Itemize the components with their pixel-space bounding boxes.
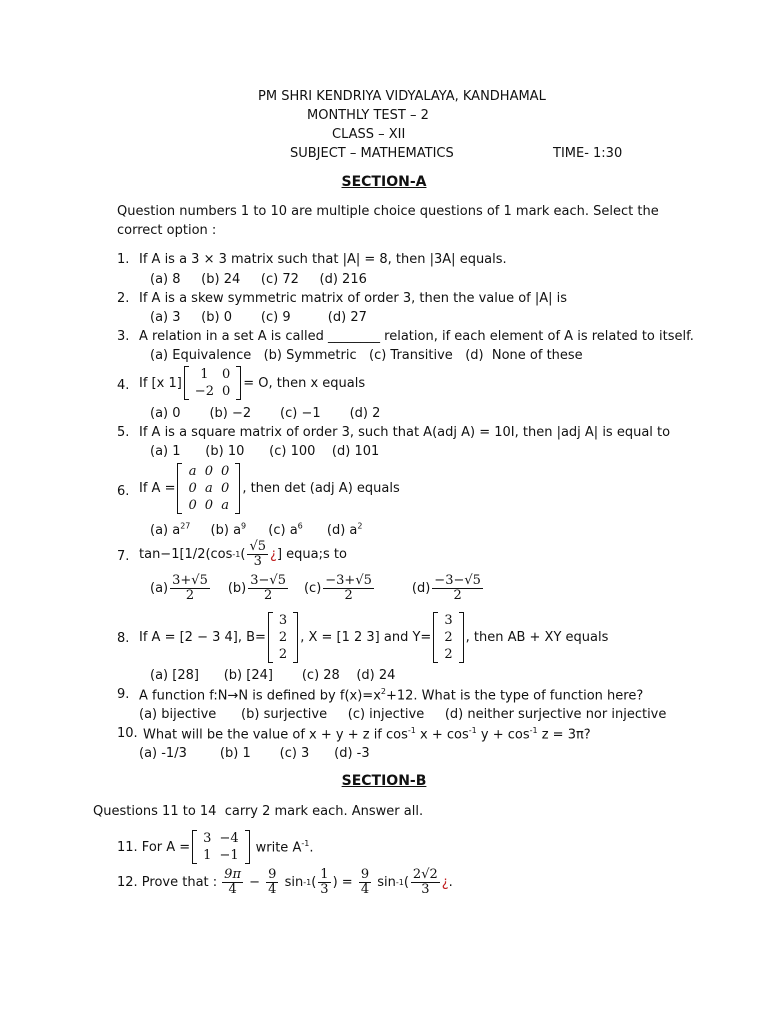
option: (a) $a^{27}$ [150, 522, 191, 539]
question-number: 3. [117, 329, 130, 344]
question-4-options: (a) 0 (b) −2 (c) −1 (d) 2 [150, 406, 381, 421]
question-11-matrix [192, 830, 249, 864]
superscript: -1 [407, 726, 416, 735]
question-3-options: (a) Equivalence (b) Symmetric (c) Transitive (d) None of these [150, 348, 583, 363]
question-5-options: (a) 1 (b) 10 (c) 100 (d) 101 [150, 444, 380, 459]
question-9-text: A function f:N→N is defined by $f(x)=x^2+12$. What is the type of function here? [139, 687, 644, 704]
question-8-options: (a) [28] (b) [24] (c) 28 (d) 24 [150, 668, 396, 683]
fraction: $\frac{√5}{3}$ [249, 539, 267, 569]
question-7-pre: tan−1[1/2(cos [139, 546, 233, 562]
matrix-cell: 0 [188, 481, 197, 496]
question-6-post: , then det (adj A) equals [242, 481, 400, 496]
section-b-instructions: Questions 11 to 14 carry 2 mark each. Answer all. [93, 804, 424, 819]
question-10-text: What will be the value of x + y + z if $\cos^{-1} x + \cos^{-1} y + \cos^{-1} z = 3\pi$? [143, 726, 591, 743]
section-a-instructions-line1: Question numbers 1 to 10 are multiple choice questions of 1 mark each. Select the [117, 204, 659, 219]
superscript: -1 [468, 726, 477, 735]
question-number: 2. [117, 291, 130, 306]
matrix-y [433, 612, 463, 663]
time-label: TIME- 1:30 [553, 146, 623, 161]
superscript: 2 [380, 687, 386, 696]
school-name: PM SHRI KENDRIYA VIDYALAYA, KANDHAMAL [258, 89, 546, 104]
question-3-text: A relation in a set A is called ________ relation, if each element of A is related to itself. [139, 329, 694, 344]
matrix-cell: a [221, 498, 230, 513]
matrix-b [268, 612, 298, 663]
option-label: (d) [411, 580, 431, 596]
question-12: 12. Prove that : $\frac{9\pi}{4}$ − $\frac{9}{4}$ sin -1 ( $\frac{1}{3}$ ) = $\frac{9}{4}$ sin -1 ( $\frac{2√2}{3}$ ¿ . [117, 867, 453, 897]
matrix-cell: 2 [278, 630, 288, 645]
question-11 [117, 830, 313, 864]
question-4-post: = O, then x equals [243, 375, 366, 391]
matrix-cell: −4 [219, 831, 239, 846]
question-number: 1. [117, 252, 130, 267]
unknown-glyph: ¿ [441, 874, 449, 890]
unknown-glyph: ¿ [270, 546, 277, 562]
question-1-options: (a) 8 (b) 24 (c) 72 (d) 216 [150, 272, 367, 287]
matrix-cell: 0 [221, 367, 231, 382]
question-10-options: (a) -1/3 (b) 1 (c) 3 (d) -3 [139, 746, 370, 761]
question-1-text: If A is a 3 × 3 matrix such that |A| = 8, then |3A| equals. [139, 252, 507, 267]
question-number: 9. [117, 687, 130, 702]
fraction: $\frac{1}{3}$ [320, 867, 329, 897]
question-number: 5. [117, 425, 130, 440]
section-b-heading: SECTION-B [341, 773, 427, 789]
question-11-pre: 11. For A = [117, 839, 191, 855]
class-label: CLASS – XII [332, 127, 406, 142]
question-8-stem [139, 612, 608, 663]
question-11-post: write $A^{-1}$. [255, 838, 314, 856]
subject-label: SUBJECT – MATHEMATICS [290, 146, 454, 161]
matrix-cell: 0 [221, 481, 230, 496]
matrix-cell: 1 [203, 848, 212, 863]
question-2-text: If A is a skew symmetric matrix of order 3, then the value of |A| is [139, 291, 568, 306]
question-4-stem [139, 366, 365, 400]
matrix-cell: a [188, 464, 197, 479]
matrix-cell: 3 [203, 831, 212, 846]
question-7-post: ] equa;s to [276, 546, 347, 562]
matrix-cell: 1 [200, 367, 209, 382]
question-12-pre: 12. Prove that : [117, 874, 218, 890]
matrix-cell: 0 [204, 498, 214, 513]
fraction: $\frac{3+√5}{2}$ [172, 573, 208, 603]
section-a-instructions-line2: correct option : [117, 223, 217, 238]
question-7-stem: tan−1[1/2(cos -1 ( $\frac{√5}{3}$ ¿ ] equa;s to [139, 539, 347, 569]
matrix-cell: 3 [278, 613, 288, 628]
question-8-post: , then AB + XY equals [465, 630, 609, 645]
question-number: 4. [117, 378, 130, 393]
question-6-stem [139, 463, 400, 514]
matrix-cell: 0 [204, 464, 214, 479]
question-7-options [150, 574, 485, 602]
fraction: $\frac{-3-√5}{2}$ [434, 573, 481, 603]
option-label: (a) [150, 580, 169, 596]
question-8-pre: If A = [2 − 3 4], B= [139, 630, 266, 645]
matrix-cell: 0 [221, 464, 230, 479]
fraction: $\frac{9}{4}$ [268, 867, 277, 897]
question-5-text: If A is a square matrix of order 3, such that A(adj A) = 10I, then |adj A| is equal to [139, 425, 671, 440]
question-4-matrix [184, 366, 241, 400]
option-label: (b) [227, 580, 247, 596]
fraction: $\frac{9\pi}{4}$ [224, 867, 241, 897]
question-6-pre: If A = [139, 481, 176, 496]
question-4-pre: If [x 1] [139, 375, 182, 391]
matrix-cell: 0 [188, 498, 197, 513]
option-label: (c) [303, 580, 322, 596]
question-9-options: (a) bijective (b) surjective (c) injective (d) neither surjective nor injective [139, 707, 667, 722]
option: (d) $a^2$ [326, 522, 363, 539]
superscript: -1 [232, 549, 241, 559]
question-number: 6. [117, 484, 130, 499]
test-name: MONTHLY TEST – 2 [307, 108, 429, 123]
fraction: $\frac{-3+√5}{2}$ [325, 573, 372, 603]
matrix-cell: −2 [194, 384, 214, 399]
question-number: 8. [117, 631, 130, 646]
question-2-options: (a) 3 (b) 0 (c) 9 (d) 27 [150, 310, 367, 325]
superscript: -1 [303, 877, 312, 887]
matrix-cell: 0 [221, 384, 231, 399]
question-8-mid: , X = [1 2 3] and Y= [300, 630, 432, 645]
matrix-cell: 2 [444, 647, 453, 662]
option: (c) $a^6$ [268, 522, 303, 539]
question-6-options [150, 522, 363, 538]
superscript: -1 [395, 877, 404, 887]
section-a-heading: SECTION-A [341, 174, 427, 190]
fraction: $\frac{3-√5}{2}$ [250, 573, 286, 603]
option: (b) $a^9$ [210, 522, 247, 539]
superscript: -1 [529, 726, 538, 735]
matrix-cell: 2 [278, 647, 288, 662]
question-6-matrix [177, 463, 240, 514]
question-number: 10. [117, 726, 138, 741]
matrix-cell: 2 [444, 630, 453, 645]
matrix-cell: −1 [219, 848, 239, 863]
question-number: 7. [117, 549, 130, 564]
matrix-cell: 3 [444, 613, 453, 628]
fraction: $\frac{2√2}{3}$ [412, 867, 438, 897]
matrix-cell: a [205, 481, 213, 496]
fraction: $\frac{9}{4}$ [360, 867, 370, 897]
